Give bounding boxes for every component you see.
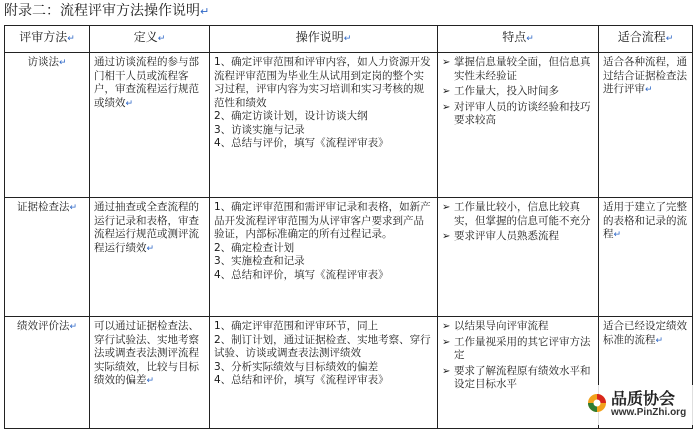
feature-item: ➢ 工作量大，投入时间多: [442, 85, 594, 99]
cell-method: 访谈法↵: [5, 53, 90, 198]
header-features: 特点↵: [438, 26, 599, 53]
operation-step: 2、确定访谈计划，设计访谈大纲: [214, 110, 368, 122]
cell-operations: [210, 198, 438, 317]
feature-item: ➢ 工作量视采用的其它评审方法定: [442, 336, 594, 363]
operation-step: 3、分析实际绩效与目标绩效的偏差: [214, 360, 379, 373]
cell-fit: 适合各种流程，通过结合证据检查法进行评审↵: [599, 53, 693, 198]
operation-step: 2、确定检查计划: [214, 241, 295, 254]
feature-item: ➢ 以结果导向评审流程: [442, 320, 594, 334]
operation-step: 4、总结和评价，填写《流程评审表》: [214, 374, 389, 386]
operation-step: 1、确定评审范围和评审环节，同上: [214, 320, 379, 332]
cell-fit: 适用于建立了完整的表格和记录的流程↵: [599, 198, 693, 317]
cell-definition: 可以通过证据检查法、穿行试验法、实地考察法或调查表法测评流程实际绩效，比较与目标绩效的偏差↵: [90, 317, 210, 429]
header-fit: 适合流程↵: [599, 26, 693, 53]
operation-step: 3、访谈实施与记录: [214, 123, 305, 136]
watermark-logo: [581, 385, 693, 425]
cell-definition: 通过抽查或全查流程的运行记录和表格，审查流程运行规范或测评流程运行绩效↵: [90, 198, 210, 317]
watermark-name: 品质协会: [611, 389, 676, 408]
title-text: 附录二：流程评审方法操作说明: [4, 3, 200, 19]
features-list: [442, 56, 594, 128]
cell-features: [438, 198, 599, 317]
header-operations: 操作说明↵: [210, 26, 438, 53]
watermark-url: www.PinZhi.org: [611, 407, 687, 418]
feature-item: ➢ 要求评审人员熟悉流程: [442, 230, 594, 244]
operation-step: 1、确定评审范围和评审内容，如人力资源开发流程评审范围为毕业生从试用到定岗的整个实习过程，评审内容为实习培训和实习考核的规范性和绩效: [214, 56, 431, 109]
cell-fit: 适合已经设定绩效标准的流程↵: [599, 317, 693, 429]
operation-step: 1、确定评审范围和需评审记录和表格，如新产品开发流程评审范围为从评审客户要求到产品验证，内部标准确定的所有过程记录。: [214, 201, 431, 240]
cell-definition: 通过访谈流程的参与部门相干人员或流程客户，审查流程运行规范或绩效↵: [90, 53, 210, 198]
operation-step: 3、实施检查和记录: [214, 255, 305, 267]
document-title: [4, 2, 209, 21]
feature-item: ➢ 掌握信息量较全面，但信息真实性未经验证: [442, 56, 594, 83]
table-row-evidence-check: [5, 198, 693, 317]
features-list: [442, 320, 594, 392]
header-method: 评审方法↵: [5, 26, 90, 53]
cell-operations: [210, 53, 438, 198]
features-list: [442, 201, 594, 244]
feature-item: ➢ 对评审人员的访谈经验和技巧要求较高: [442, 101, 594, 128]
paragraph-mark: ↵: [200, 5, 210, 18]
operation-step: 4、总结和评价，填写《流程评审表》: [214, 268, 389, 281]
table-header-row: [5, 26, 693, 53]
quality-association-logo-icon: [585, 391, 609, 415]
table-row-interview: [5, 53, 693, 198]
cell-method: 绩效评价法↵: [5, 317, 90, 429]
header-definition: 定义↵: [90, 26, 210, 53]
review-methods-table: [4, 25, 693, 429]
cell-operations: [210, 317, 438, 429]
operation-step: 2、制订计划，通过证据检查、实地考察、穿行试验、访谈或调查表法测评绩效: [214, 333, 431, 359]
cell-method: 证据检查法↵: [5, 198, 90, 317]
cell-features: [438, 53, 599, 198]
feature-item: ➢ 要求了解流程原有绩效水平和设定目标水平: [442, 365, 594, 392]
cell-features: [438, 317, 599, 429]
feature-item: ➢ 工作量比较小，信息比较真实，但掌握的信息可能不充分: [442, 201, 594, 228]
operation-step: 4、总结与评价，填写《流程评审表》: [214, 137, 389, 149]
